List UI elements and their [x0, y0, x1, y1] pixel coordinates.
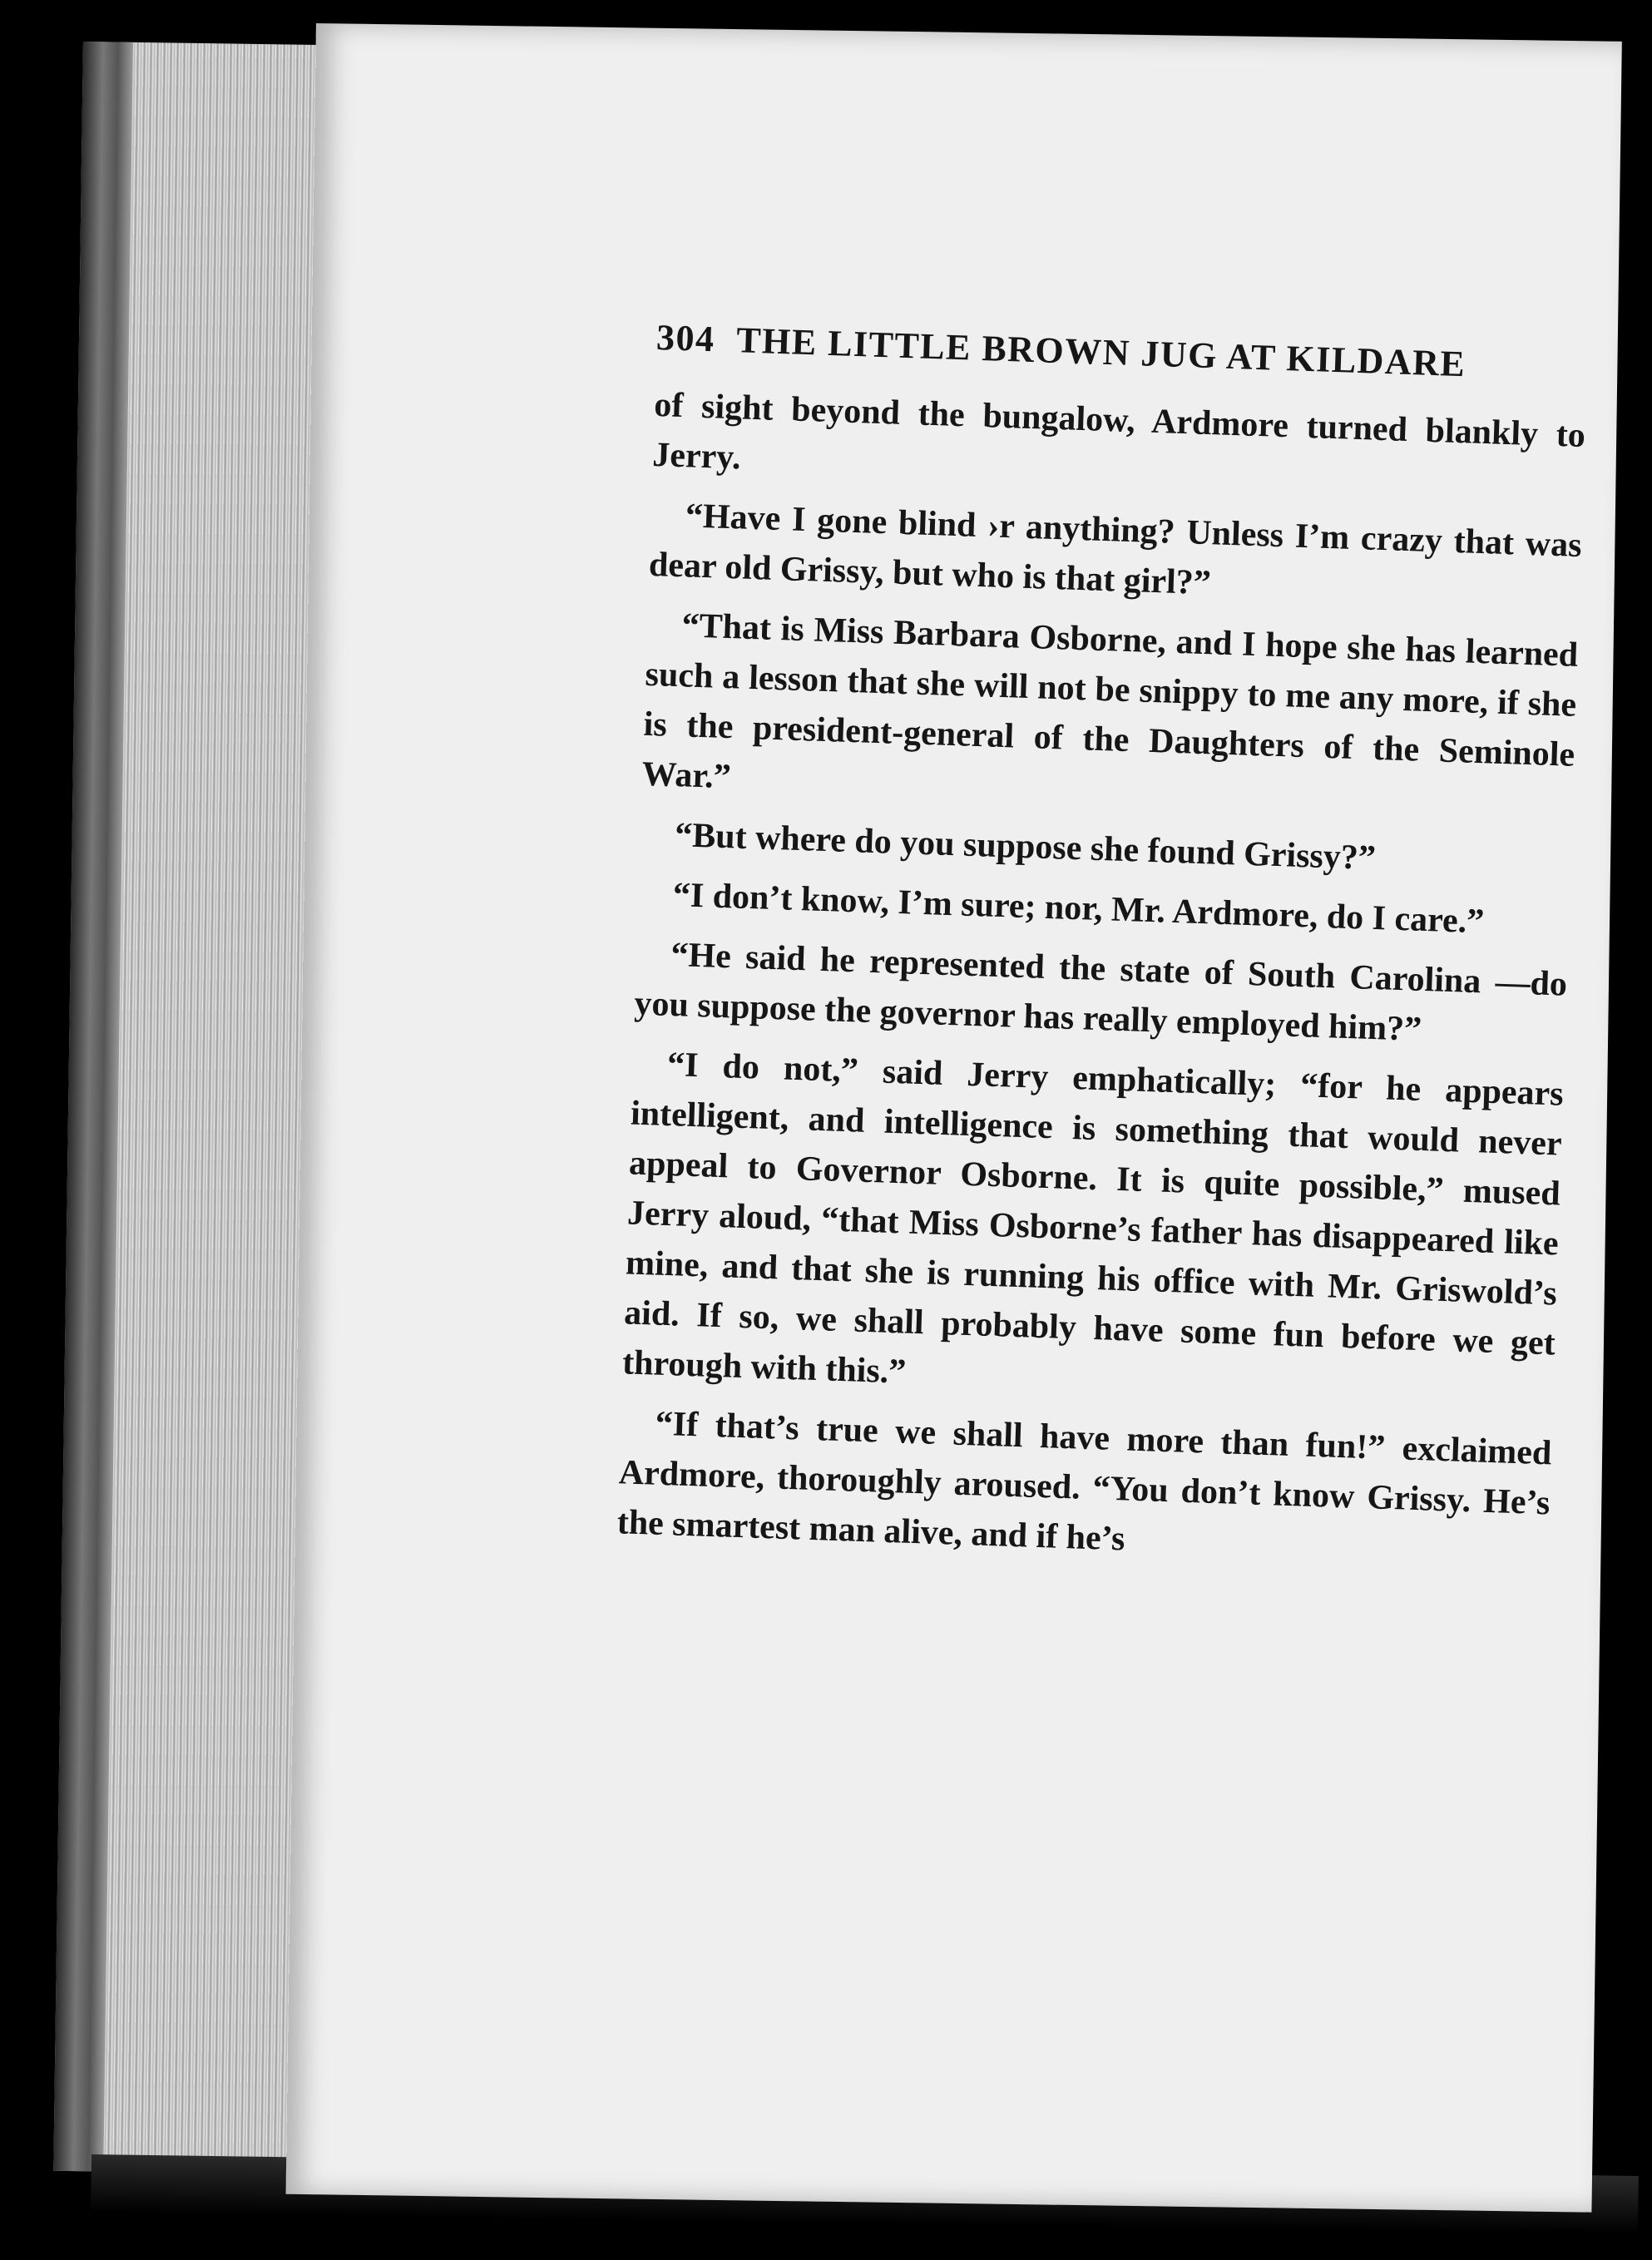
page-content	[616, 316, 1588, 1588]
paragraph-2: “Have I gone blind ›r anything? Unless I’m crazy that was dear old Grissy, but who is that girl?”	[648, 497, 1583, 603]
paragraph-1: of sight beyond the bungalow, Ardmore turned blankly to Jerry.	[651, 385, 1586, 477]
paragraph-6: “He said he represented the state of South Carolina —do you suppose the governor has really employed him?”	[633, 935, 1568, 1049]
paragraph-5: “I don’t know, I’m sure; nor, Mr. Ardmore, do I care.”	[672, 876, 1485, 942]
book-title: THE LITTLE BROWN JUG AT KILDARE	[735, 319, 1467, 385]
page-number: 304	[655, 316, 716, 360]
paragraph-4: “But where do you suppose she found Grissy?”	[674, 816, 1377, 878]
paragraph-8: “If that’s true we shall have more than fun!” exclaimed Ardmore, thoroughly aroused. “You don’t know Grissy. He’s the smartest man alive, and if he’s	[616, 1404, 1553, 1559]
paragraph-7: “I do not,” said Jerry emphatically; “for he appears intelligent, and intelligence is something that would never appeal to Governor Osborne. It is quite possible,” mused Jerry aloud, “that Miss Osborne’s father has disappeared like mine, and that she is running his office with Mr. Griswold’s aid. If so, we shall probably have some fun before we get through with this.”	[621, 1045, 1565, 1392]
paragraph-3: “That is Miss Barbara Osborne, and I hope she has learned such a lesson that she will not be snippy to me any more, if she is the president-general of the Daughters of the Seminole War.”	[641, 606, 1579, 797]
